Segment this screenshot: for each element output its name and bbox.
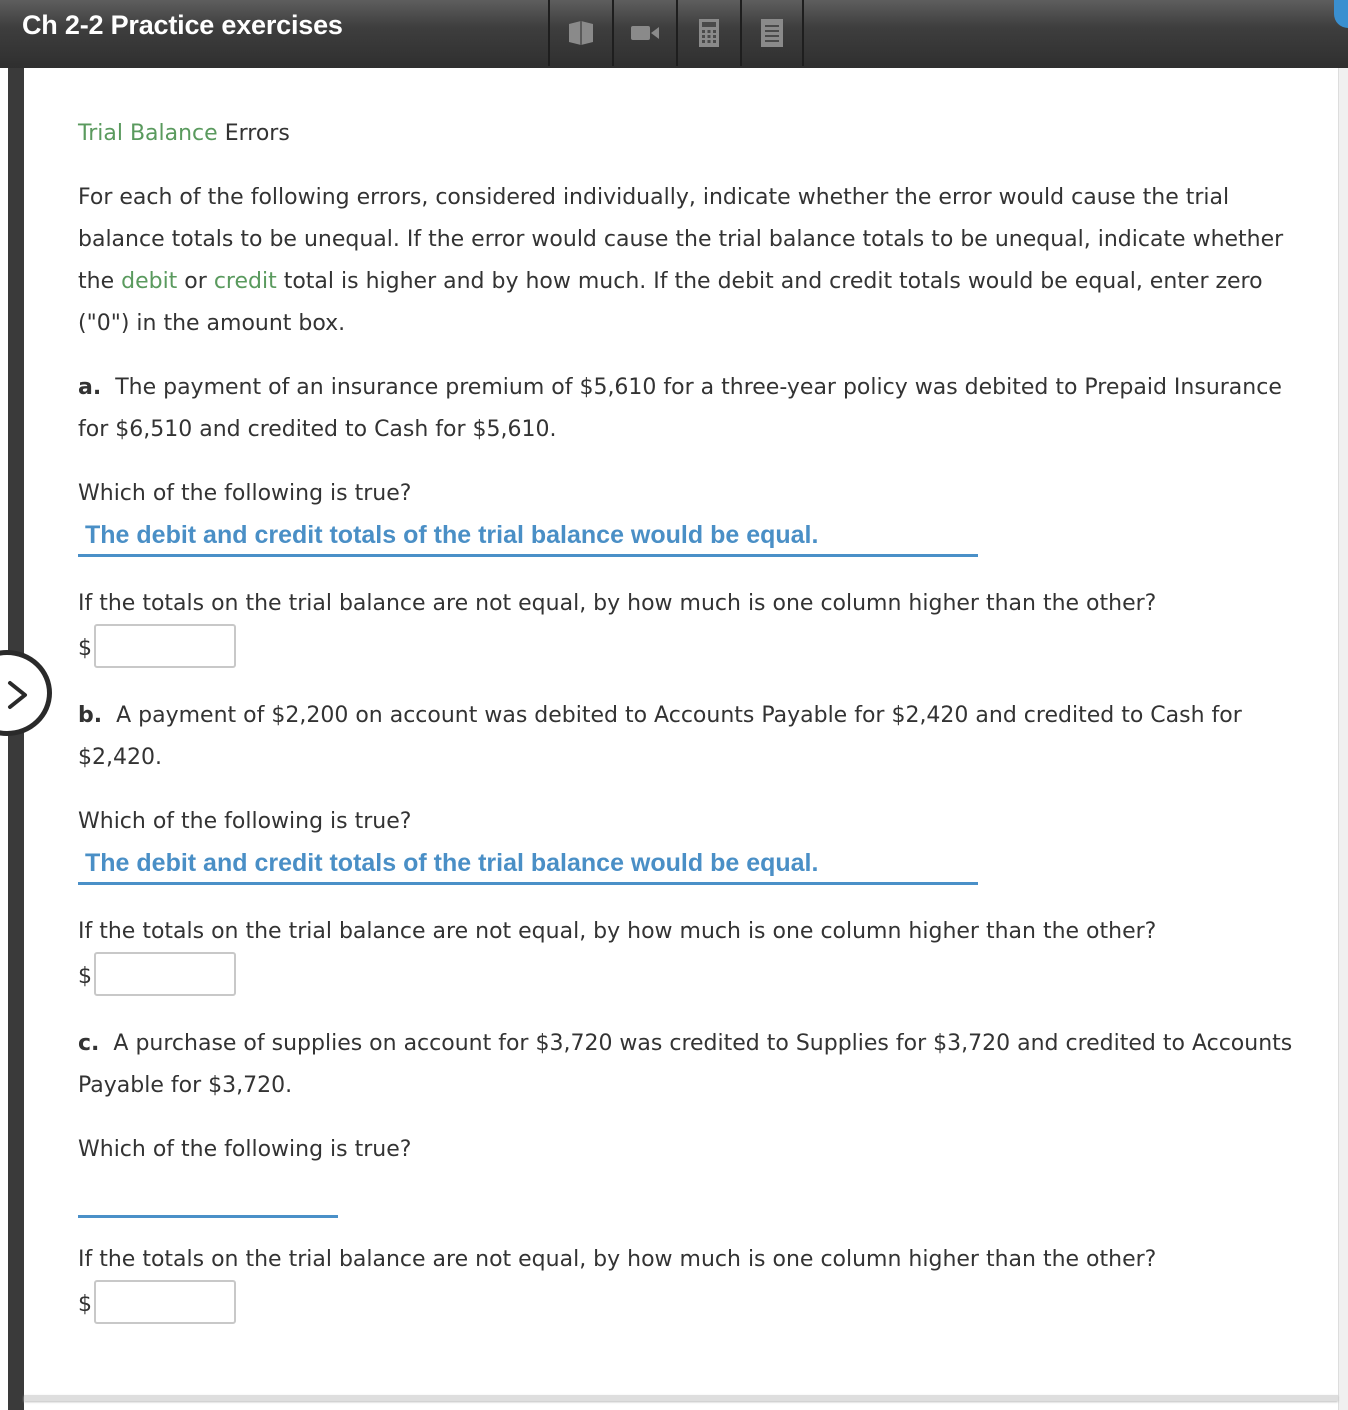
corner-tab[interactable] bbox=[1334, 0, 1348, 28]
question-b-amount-input[interactable] bbox=[94, 952, 236, 996]
question-b-answer-dropdown[interactable] bbox=[78, 842, 978, 885]
question-b-amount-prompt: If the totals on the trial balance are not equal, by how much is one column higher than the other? bbox=[78, 919, 1157, 944]
instructions: For each of the following errors, considered individually, indicate whether the error would cause the trial balance totals to be unequal. If the error would cause the trial balance totals to be unequal, indicate whether the debit or credit total is higher and by how much. If the debit and credit totals would be equal, enter zero ("0") in the amount box. bbox=[78, 185, 1284, 336]
toolbar bbox=[548, 0, 804, 66]
next-question-button[interactable] bbox=[0, 650, 52, 736]
left-rail bbox=[8, 68, 24, 1410]
credit-term-link[interactable]: credit bbox=[213, 269, 277, 294]
debit-term-link[interactable]: debit bbox=[121, 269, 178, 294]
notes-button[interactable] bbox=[740, 0, 804, 66]
header-bar bbox=[0, 0, 1348, 68]
question-a-text: a. The payment of an insurance premium of $5,610 for a three-year policy was debited to Prepaid Insurance for $6,510 and credited to Cash for $5,610. bbox=[78, 375, 1282, 442]
question-b-text: b. A payment of $2,200 on account was debited to Accounts Payable for $2,420 and credited to Cash for $2,420. bbox=[78, 703, 1242, 770]
trial-balance-term-link[interactable]: Trial Balance bbox=[78, 121, 218, 146]
calculator-icon bbox=[698, 18, 720, 48]
question-c-prompt: Which of the following is true? bbox=[78, 1137, 412, 1162]
question-a-prompt: Which of the following is true? bbox=[78, 481, 412, 506]
question-c-text: c. A purchase of supplies on account for $3,720 was credited to Supplies for $3,720 and credited to Accounts Payable for $3,720. bbox=[78, 1031, 1293, 1098]
question-c-amount-input[interactable] bbox=[94, 1280, 236, 1324]
question-b-currency: $ bbox=[78, 964, 92, 989]
scroll-gutter[interactable] bbox=[1338, 68, 1348, 1410]
question-a-currency: $ bbox=[78, 636, 92, 661]
question-a-answer-dropdown[interactable] bbox=[78, 514, 978, 557]
chevron-right-icon bbox=[7, 680, 29, 710]
section-heading: Trial Balance Errors bbox=[78, 121, 290, 146]
question-a-amount-prompt: If the totals on the trial balance are not equal, by how much is one column higher than the other? bbox=[78, 591, 1157, 616]
question-b-selected-answer: The debit and credit totals of the trial balance would be equal. bbox=[85, 849, 819, 877]
question-b-prompt: Which of the following is true? bbox=[78, 809, 412, 834]
ebook-button[interactable] bbox=[548, 0, 612, 66]
content-bottom-edge bbox=[24, 1395, 1338, 1401]
question-a-amount-input[interactable] bbox=[94, 624, 236, 668]
question-c-currency: $ bbox=[78, 1292, 92, 1317]
page-title: Ch 2-2 Practice exercises bbox=[22, 10, 343, 40]
question-a-selected-answer: The debit and credit totals of the trial balance would be equal. bbox=[85, 521, 819, 549]
video-icon bbox=[630, 23, 660, 43]
question-c-answer-dropdown[interactable] bbox=[78, 1175, 338, 1218]
calculator-button[interactable] bbox=[676, 0, 740, 66]
question-c-amount-prompt: If the totals on the trial balance are not equal, by how much is one column higher than the other? bbox=[78, 1247, 1157, 1272]
video-button[interactable] bbox=[612, 0, 676, 66]
notes-icon bbox=[760, 18, 784, 48]
ebook-icon bbox=[567, 20, 595, 46]
